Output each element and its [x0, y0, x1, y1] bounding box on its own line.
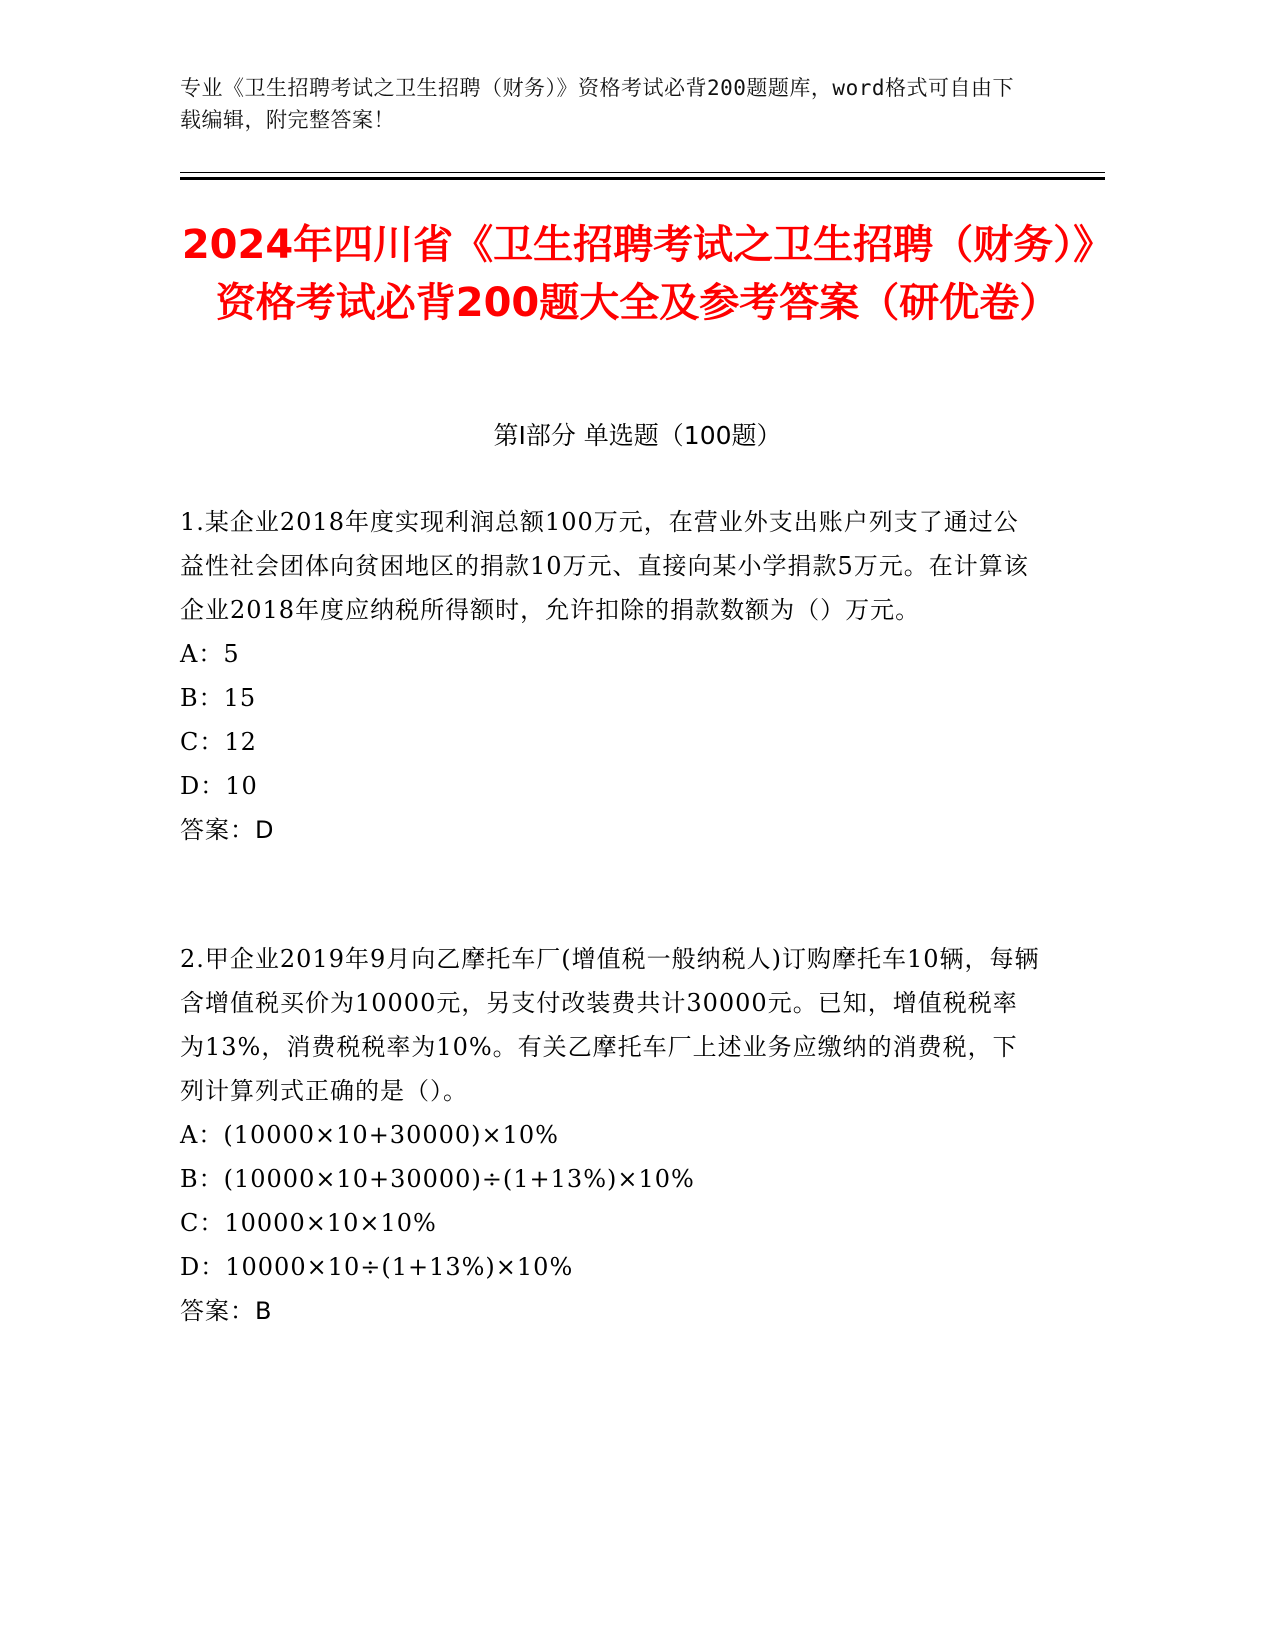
option-d: D：10 [180, 772, 258, 800]
section-title: 第I部分 单选题（100题） [493, 421, 782, 450]
option-b: B：(10000×10+30000)÷(1+13%)×10% [180, 1165, 695, 1193]
header-note: 专业《卫生招聘考试之卫生招聘（财务）》资格考试必背200题题库，word格式可自由下载编辑，附完整答案！ [180, 76, 1014, 132]
option-b: B：15 [180, 684, 257, 712]
option-c: C：10000×10×10% [180, 1209, 437, 1237]
question-stem: 2.甲企业2019年9月向乙摩托车厂(增值税一般纳税人)订购摩托车10辆，每辆含增值税买价为10000元，另支付改装费共计30000元。已知，增值税税率为13%，消费税税率为10%。有关乙摩托车厂上述业务应缴纳的消费税，下列计算列式正确的是（）。 [180, 945, 1040, 1105]
answer-line: 答案：B [180, 1297, 273, 1325]
header-divider-thin [180, 172, 1105, 173]
document-title: 2024年四川省《卫生招聘考试之卫生招聘（财务）》资格考试必背200题大全及参考答案（研优卷） [181, 222, 1094, 326]
question-2 [180, 937, 1040, 1333]
option-d: D：10000×10÷(1+13%)×10% [180, 1253, 574, 1281]
question-1 [180, 500, 1040, 852]
question-stem: 1.某企业2018年度实现利润总额100万元，在营业外支出账户列支了通过公益性社会团体向贫困地区的捐款10万元、直接向某小学捐款5万元。在计算该企业2018年度应纳税所得额时，允许扣除的捐款数额为（）万元。 [180, 508, 1029, 624]
answer-line: 答案：D [180, 816, 275, 844]
header-divider-thick [180, 177, 1105, 180]
option-a: A：(10000×10+30000)×10% [180, 1121, 559, 1149]
option-a: A：5 [180, 640, 240, 668]
option-c: C：12 [180, 728, 257, 756]
